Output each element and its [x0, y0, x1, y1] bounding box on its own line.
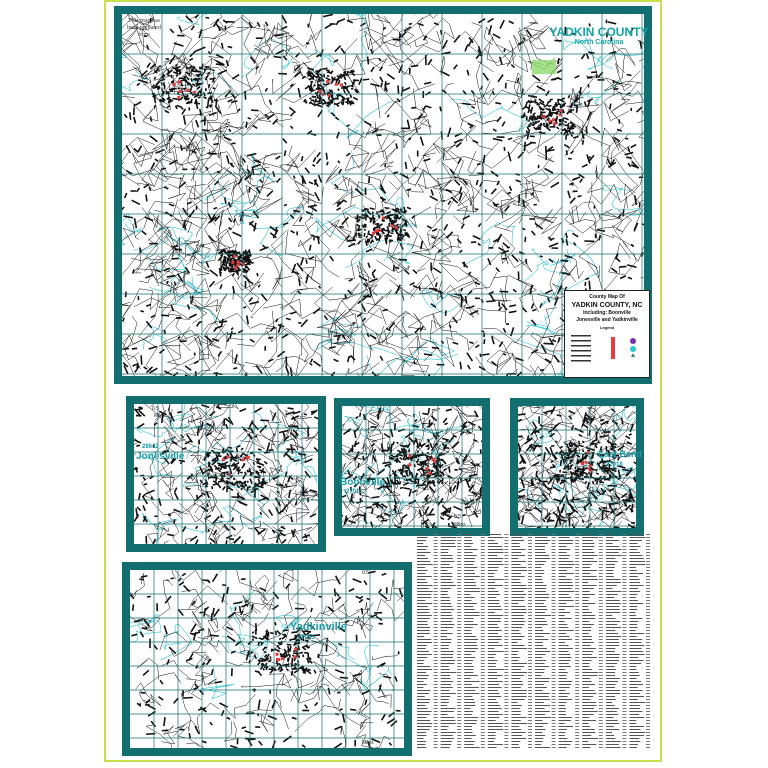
inset-boonville[interactable] — [334, 398, 490, 536]
legend-title-2: YADKIN COUNTY, NC — [571, 302, 643, 309]
legend-title-1: County Map Of — [589, 294, 625, 300]
jonesville-label: Jonesville — [136, 451, 185, 462]
street-index — [416, 532, 652, 754]
legend-town-swatch — [611, 337, 615, 359]
legend-symbols — [565, 331, 651, 381]
jonesville-scale: 0.5 — [152, 406, 159, 412]
inset-boonville-drawing — [342, 406, 482, 528]
map-title: YADKIN COUNTY — [549, 25, 649, 39]
boonville-scale-unit: Miles — [454, 522, 466, 528]
jonesville-zip: 28642 — [142, 444, 159, 450]
legend-water-icon — [630, 346, 636, 352]
inset-jonesville-canvas — [134, 404, 318, 544]
inset-east-bend[interactable] — [510, 398, 644, 536]
yadkinville-label: Yadkinville — [290, 621, 347, 633]
legend-box — [564, 290, 650, 378]
inset-boonville-canvas — [342, 406, 482, 528]
street-index-columns — [416, 532, 652, 754]
boonville-zip: 27011 — [346, 489, 363, 495]
inset-yadkinville-drawing — [130, 570, 404, 748]
legend-poi-icon — [630, 338, 636, 344]
east-bend-label: East Bend — [598, 449, 643, 459]
inset-jonesville[interactable] — [126, 396, 326, 552]
north-arrow-icon — [631, 353, 635, 357]
main-county-map[interactable] — [114, 6, 652, 384]
yadkinville-zip: 27055 — [298, 635, 315, 641]
jonesville-scale-unit: Miles — [154, 413, 166, 419]
map-sheet — [104, 0, 662, 762]
legend-title-4: Jonesville and Yadkinville — [576, 317, 638, 323]
yadkinville-scale: 0.5 — [362, 570, 369, 576]
prepared-note: This map has been prepared from — [127, 18, 161, 38]
east-bend-zip: 27018 — [606, 462, 623, 468]
boonville-scale: 0.5 — [454, 514, 461, 520]
legend-subtitle: Legend — [599, 325, 615, 330]
boonville-label: Boonville — [340, 477, 386, 488]
map-subtitle: North Carolina — [574, 39, 624, 46]
inset-jonesville-drawing — [134, 404, 318, 544]
yadkinville-scale-unit: Miles — [362, 740, 374, 746]
legend-title-3: Including: Boonville — [583, 310, 631, 316]
inset-yadkinville-canvas — [130, 570, 404, 748]
inset-yadkinville[interactable] — [122, 562, 412, 756]
